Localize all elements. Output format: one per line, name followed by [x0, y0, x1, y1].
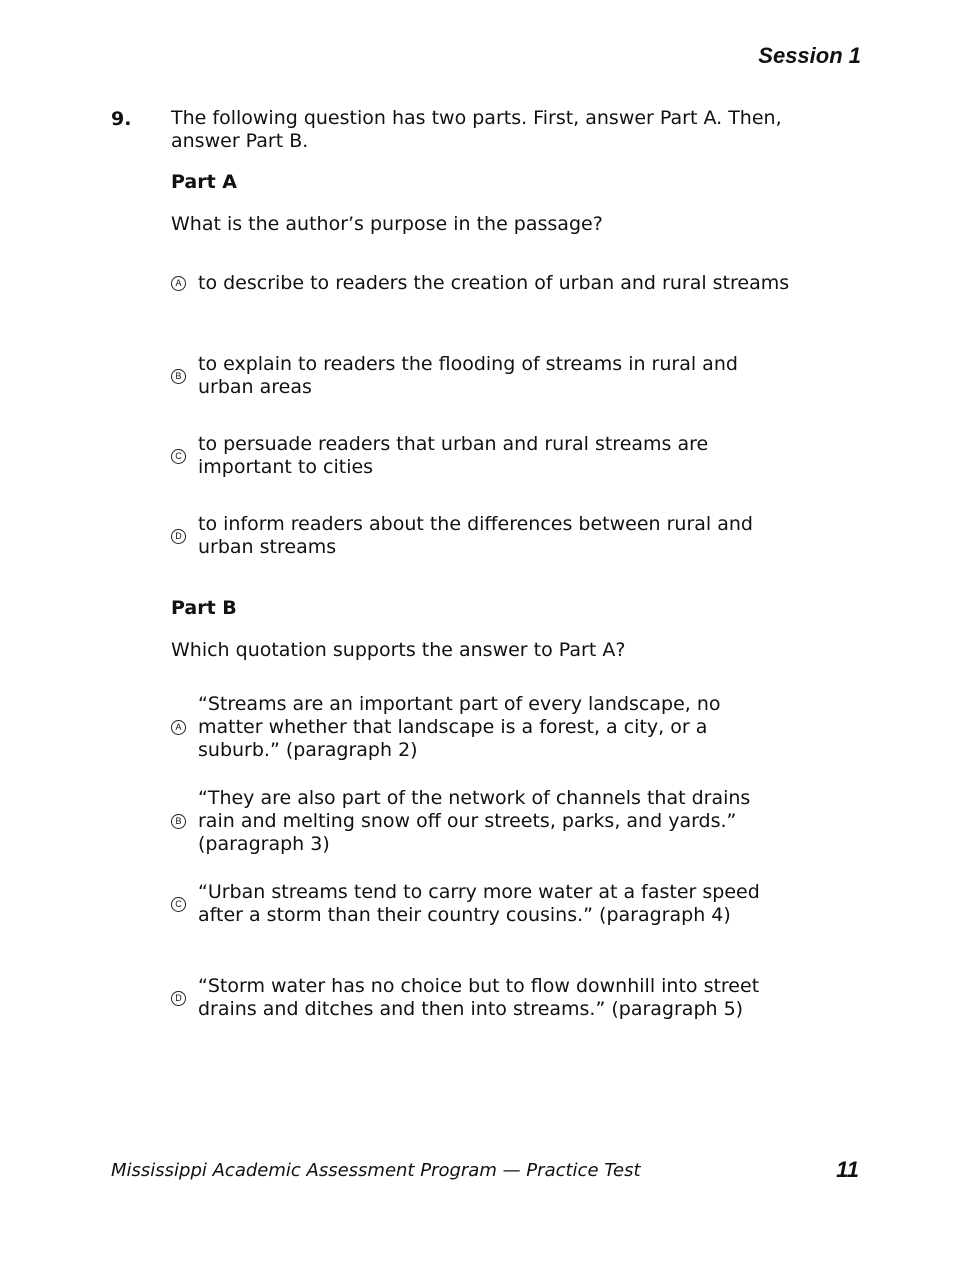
answer-bubble-b-icon[interactable]: B	[171, 814, 186, 829]
answer-bubble-c-icon[interactable]: C	[171, 449, 186, 464]
part-a-prompt: What is the author’s purpose in the passage?	[171, 213, 603, 235]
part-a-option-b[interactable]	[171, 353, 791, 399]
answer-bubble-a-icon[interactable]: A	[171, 276, 186, 291]
part-b-label: Part B	[171, 597, 237, 619]
part-b-option-b[interactable]	[171, 787, 791, 856]
part-b-option-a[interactable]	[171, 693, 791, 762]
session-label: Session 1	[758, 43, 861, 68]
option-text: “Storm water has no choice but to flow downhill into street drains and ditches and then into streams.” (paragraph 5)	[198, 975, 760, 1020]
part-a-label: Part A	[171, 171, 238, 193]
option-text: “Urban streams tend to carry more water at a faster speed after a storm than their country cousins.” (paragraph 4)	[198, 881, 760, 926]
part-a-option-c[interactable]	[171, 433, 791, 479]
answer-bubble-d-icon[interactable]: D	[171, 529, 186, 544]
part-b-prompt: Which quotation supports the answer to Part A?	[171, 639, 626, 661]
answer-bubble-b-icon[interactable]: B	[171, 369, 186, 384]
footer-program: Mississippi Academic Assessment Program — Practice Test	[111, 1160, 641, 1181]
part-b-option-d[interactable]	[171, 975, 791, 1021]
part-b-option-c[interactable]	[171, 881, 791, 927]
option-text: to persuade readers that urban and rural streams are important to cities	[198, 433, 709, 478]
question-stem: The following question has two parts. First, answer Part A. Then, answer Part B.	[171, 107, 782, 152]
answer-bubble-a-icon[interactable]: A	[171, 720, 186, 735]
option-text: “They are also part of the network of channels that drains rain and melting snow off our streets, parks, and yards.” (paragraph 3)	[198, 787, 751, 855]
option-text: to describe to readers the creation of urban and rural streams	[198, 272, 790, 294]
part-a-option-d[interactable]	[171, 513, 791, 559]
answer-bubble-d-icon[interactable]: D	[171, 991, 186, 1006]
question-number: 9.	[111, 108, 132, 130]
answer-bubble-c-icon[interactable]: C	[171, 897, 186, 912]
option-text: “Streams are an important part of every landscape, no matter whether that landscape is a forest, a city, or a suburb.” (paragraph 2)	[198, 693, 721, 761]
option-text: to inform readers about the differences between rural and urban streams	[198, 513, 753, 558]
option-text: to explain to readers the flooding of streams in rural and urban areas	[198, 353, 738, 398]
part-a-option-a[interactable]	[171, 272, 791, 295]
page-number: 11	[836, 1157, 859, 1182]
